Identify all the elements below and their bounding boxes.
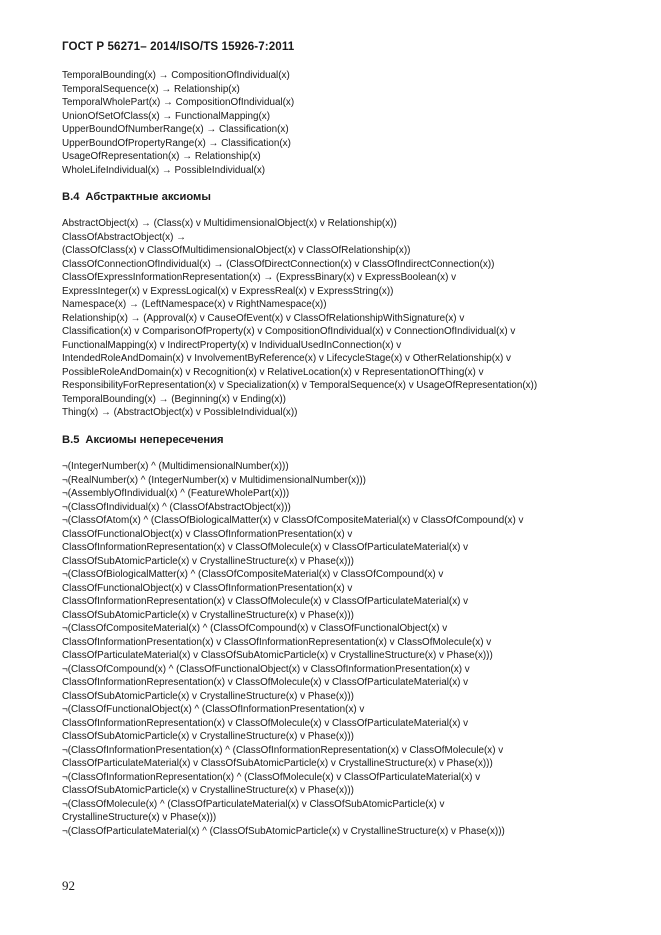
section-b5-title: Аксиомы непересечения [85, 434, 224, 446]
axiom-line: Namespace(x) → (LeftNamespace(x) v RightNamespace(x)) [62, 299, 327, 310]
axiom-line: IntendedRoleAndDomain(x) v InvolvementByReference(x) v LifecycleStage(x) v OtherRelationship(x) v [62, 353, 511, 364]
axiom-line: ¬(ClassOfCompositeMaterial(x) ^ (ClassOfCompound(x) v ClassOfFunctionalObject(x) v [62, 623, 448, 634]
axiom-line: ClassOfInformationRepresentation(x) v ClassOfMolecule(x) v ClassOfParticulateMaterial(x) v [62, 677, 469, 688]
axiom-line: ¬(ClassOfInformationRepresentation(x) ^ (ClassOfMolecule(x) v ClassOfParticulateMaterial(x) v [62, 771, 481, 783]
section-b4-number: B.4 [62, 191, 80, 203]
axiom-line: ¬(AssemblyOfIndividual(x) ^ (FeatureWholePart(x))) [62, 488, 290, 499]
axiom-line: ResponsibilityForRepresentation(x) v Specialization(x) v TemporalSequence(x) v UsageOfRepresentation(x)) [62, 380, 538, 391]
axiom-line: Relationship(x) → (Approval(x) v CauseOfEvent(x) v ClassOfRelationshipWithSignature(x) v [62, 312, 465, 324]
axiom-line: ClassOfSubAtomicParticle(x) v CrystallineStructure(x) v Phase(x))) [62, 785, 354, 796]
axiom-line: ClassOfInformationRepresentation(x) v ClassOfMolecule(x) v ClassOfParticulateMaterial(x) v [62, 596, 469, 607]
axiom-line: ¬(ClassOfBiologicalMatter(x) ^ (ClassOfCompositeMaterial(x) v ClassOfCompound(x) v [62, 569, 444, 580]
axiom-line: ClassOfInformationRepresentation(x) v ClassOfMolecule(x) v ClassOfParticulateMaterial(x) v [62, 717, 469, 729]
section-b5-heading [62, 434, 224, 446]
section-b4-heading [62, 191, 211, 203]
axiom-line: ¬(ClassOfCompound(x) ^ (ClassOfFunctionalObject(x) v ClassOfInformationPresentation(x) v [62, 663, 470, 675]
section-b5-axioms-block [62, 460, 652, 838]
axiom-line: ClassOfExpressInformationRepresentation(x) → (ExpressBinary(x) v ExpressBoolean(x) v [62, 272, 457, 283]
axiom-line: ClassOfAbstractObject(x) → [62, 231, 187, 243]
axiom-line: WholeLifeIndividual(x) → PossibleIndividual(x) [62, 164, 266, 176]
axiom-line: TemporalSequence(x) → Relationship(x) [62, 83, 240, 95]
axiom-line: Thing(x) → (AbstractObject(x) v PossibleIndividual(x)) [62, 407, 298, 418]
axiom-line: ¬(RealNumber(x) ^ (IntegerNumber(x) v MultidimensionalNumber(x))) [62, 474, 366, 486]
axiom-line: ¬(ClassOfFunctionalObject(x) ^ (ClassOfInformationPresentation(x) v [62, 704, 365, 715]
axiom-line: UnionOfSetOfClass(x) → FunctionalMapping(x) [62, 110, 270, 122]
axiom-line: (ClassOfClass(x) v ClassOfMultidimensionalObject(x) v ClassOfRelationship(x)) [62, 245, 411, 256]
axiom-line: UsageOfRepresentation(x) → Relationship(x) [62, 151, 261, 162]
axiom-line: UpperBoundOfNumberRange(x) → Classification(x) [62, 124, 289, 135]
axiom-line: ClassOfSubAtomicParticle(x) v CrystallineStructure(x) v Phase(x))) [62, 731, 354, 742]
page-number: 92 [62, 878, 75, 893]
axiom-line: FunctionalMapping(x) v IndirectProperty(x) v IndividualUsedInConnection(x) v [62, 339, 402, 351]
axiom-line: ¬(ClassOfInformationPresentation(x) ^ (ClassOfInformationRepresentation(x) v ClassOfMolecule(x) v [62, 744, 504, 756]
axiom-line: CrystallineStructure(x) v Phase(x))) [62, 812, 217, 823]
axiom-line: ClassOfSubAtomicParticle(x) v CrystallineStructure(x) v Phase(x))) [62, 555, 354, 567]
section-b5-number: B.5 [62, 434, 80, 446]
axiom-line: ClassOfSubAtomicParticle(x) v CrystallineStructure(x) v Phase(x))) [62, 690, 354, 702]
axiom-line: UpperBoundOfPropertyRange(x) → Classification(x) [62, 137, 291, 149]
axiom-line: ClassOfFunctionalObject(x) v ClassOfInformationPresentation(x) v [62, 582, 353, 594]
document-header-title: ГОСТ Р 56271– 2014/ISO/TS 15926-7:2011 [62, 40, 295, 53]
axiom-line: ¬(ClassOfMolecule(x) ^ (ClassOfParticulateMaterial(x) v ClassOfSubAtomicParticle(x) v [62, 798, 445, 810]
axiom-line: ¬(ClassOfIndividual(x) ^ (ClassOfAbstractObject(x))) [62, 501, 291, 513]
axiom-line: ClassOfParticulateMaterial(x) v ClassOfSubAtomicParticle(x) v CrystallineStructure(x) v Phase(x))) [62, 758, 493, 769]
axiom-line: ¬(ClassOfAtom(x) ^ (ClassOfBiologicalMatter(x) v ClassOfCompositeMaterial(x) v ClassOfCompound(x) v [62, 515, 524, 526]
axiom-line: TemporalBounding(x) → (Beginning(x) v Ending(x)) [62, 393, 286, 405]
axiom-line: ExpressInteger(x) v ExpressLogical(x) v ExpressReal(x) v ExpressString(x)) [62, 285, 394, 297]
axiom-line: AbstractObject(x) → (Class(x) v MultidimensionalObject(x) v Relationship(x)) [62, 218, 397, 229]
axiom-line: ¬(IntegerNumber(x) ^ (MultidimensionalNumber(x))) [62, 461, 289, 472]
axiom-line: ClassOfInformationRepresentation(x) v ClassOfMolecule(x) v ClassOfParticulateMaterial(x) v [62, 542, 469, 553]
axiom-line: Classification(x) v ComparisonOfProperty(x) v CompositionOfIndividual(x) v ConnectionOfIndividual(x) v [62, 326, 516, 337]
section-b4-axioms-block [62, 217, 652, 420]
intro-axioms-block [62, 69, 652, 177]
axiom-line: ClassOfFunctionalObject(x) v ClassOfInformationPresentation(x) v [62, 528, 353, 540]
axiom-line: ClassOfConnectionOfIndividual(x) → (ClassOfDirectConnection(x) v ClassOfIndirectConnection(x)) [62, 258, 495, 270]
axiom-line: TemporalWholePart(x) → CompositionOfIndividual(x) [62, 97, 295, 108]
axiom-line: TemporalBounding(x) → CompositionOfIndividual(x) [62, 70, 290, 81]
axiom-line: ClassOfInformationPresentation(x) v ClassOfInformationRepresentation(x) v ClassOfMolecule(x) v [62, 636, 492, 648]
section-b4-title: Абстрактные аксиомы [85, 191, 211, 203]
axiom-line: ClassOfParticulateMaterial(x) v ClassOfSubAtomicParticle(x) v CrystallineStructure(x) v Phase(x))) [62, 650, 493, 661]
axiom-line: ¬(ClassOfParticulateMaterial(x) ^ (ClassOfSubAtomicParticle(x) v CrystallineStructure(x) v Phase(x))) [62, 825, 505, 837]
axiom-line: PossibleRoleAndDomain(x) v Recognition(x) v RelativeLocation(x) v RepresentationOfThing(x) v [62, 366, 484, 378]
axiom-line: ClassOfSubAtomicParticle(x) v CrystallineStructure(x) v Phase(x))) [62, 609, 354, 621]
